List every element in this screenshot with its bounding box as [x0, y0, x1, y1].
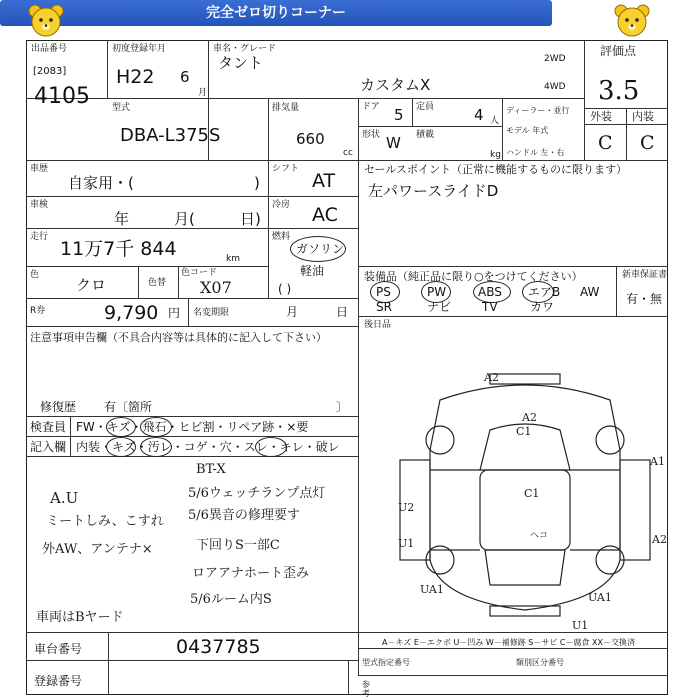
repair-close: 〕: [336, 400, 349, 414]
equip-tv: TV: [482, 300, 498, 314]
drive-4wd: 4WD: [544, 82, 566, 92]
interior-grade: C: [640, 132, 655, 154]
damage-mark: C1: [524, 487, 540, 500]
doors-value: 5: [394, 106, 404, 124]
registration-label: 登録番号: [34, 674, 83, 688]
lot-label: 出品番号: [31, 44, 68, 54]
damage-mark: ヘコ: [530, 531, 549, 541]
score-label: 評価点: [600, 44, 637, 58]
displacement-label: 排気量: [272, 103, 300, 113]
equip-sr: SR: [376, 300, 392, 314]
damage-mark: A1: [650, 455, 665, 468]
type-designation-label: 型式指定番号: [362, 658, 410, 667]
sales-label: セールスポイント（正常に機能するものに限ります）: [364, 163, 628, 176]
name-change-month: 月: [286, 305, 299, 319]
category-label: 類別区分番号: [516, 658, 564, 667]
dealer-label: ディーラー・並行: [506, 106, 570, 115]
damage-mark: UA1: [420, 583, 444, 596]
inspection-month: 月(: [174, 210, 195, 228]
scuff-circle: [255, 437, 287, 457]
damage-mark: A2: [652, 533, 667, 546]
history-value: 自家用・(: [68, 174, 134, 192]
reference-label: 参: [362, 680, 370, 689]
first-reg-label: 初度登録年月: [112, 44, 167, 54]
remark-left: A.U: [50, 489, 79, 507]
color-label: 色: [30, 270, 40, 280]
damage-mark: U1: [572, 619, 589, 632]
aircon-value: AC: [312, 204, 338, 226]
capacity-value: 4: [474, 106, 484, 124]
shape-label: 形状: [362, 130, 381, 140]
color-change-label: 色替: [148, 278, 167, 288]
mileage-value: 11万7千 844: [60, 238, 177, 260]
inspection-year: 年: [114, 210, 130, 228]
banner-title: 完全ゼロ切りコーナー: [0, 0, 552, 26]
damage-mark: C1: [516, 425, 532, 438]
remark-right: 5/6ルーム内S: [190, 592, 272, 607]
recycle-label: R券: [30, 306, 46, 316]
damage-mark: A2: [484, 371, 499, 384]
exterior-label: 外装: [590, 110, 612, 123]
color-code-value: X07: [200, 278, 232, 297]
lot-number: 4105: [34, 84, 90, 109]
lot-sub: [2083]: [33, 66, 67, 77]
fuel-diesel: 軽油: [300, 264, 325, 278]
damage-mark: A2: [522, 411, 537, 424]
fuel-gas: ガソリン: [296, 242, 345, 256]
doors-label: ドア: [362, 102, 380, 112]
first-reg-year: H22: [116, 66, 155, 88]
equip-label: 装備品（純正品に限り○をつけてください）: [364, 270, 583, 283]
color-code-label: 色コード: [181, 268, 218, 278]
equip-airbag: エアB: [528, 285, 561, 299]
aircon-label: 冷房: [272, 200, 291, 210]
entry-items: 内装・キズ・汚レ・コゲ・穴・スレ・キレ・破レ: [76, 440, 340, 454]
chassis-number: 0437785: [176, 636, 261, 658]
mileage-label: 走行: [30, 232, 49, 242]
equip-navi: ナビ: [427, 300, 452, 314]
inspection-day: 日): [240, 210, 261, 228]
recycle-unit: 円: [168, 306, 181, 320]
score-value: 3.5: [598, 76, 640, 106]
load-label: 積載: [416, 130, 435, 140]
inspection-label: 車検: [30, 200, 49, 210]
history-close: ): [254, 174, 260, 192]
shift-value: AT: [312, 170, 336, 192]
load-unit: kg: [490, 150, 501, 160]
month-unit: 月: [198, 88, 208, 98]
scratch2-circle: [106, 437, 136, 457]
mileage-unit: km: [226, 254, 240, 264]
car-name-label: 車名・グレード: [213, 44, 277, 54]
equip-abs: ABS: [478, 285, 502, 299]
reference-label: 考: [362, 689, 370, 698]
remark-left: 車両はBヤード: [36, 610, 124, 625]
capacity-label: 定員: [416, 102, 435, 112]
model-code: DBA-L375S: [120, 125, 221, 146]
shift-label: シフト: [272, 164, 300, 174]
remark-right: BT-X: [196, 462, 226, 477]
bear-mascot-icon: [26, 2, 66, 38]
warranty-label: 新車保証書: [622, 270, 668, 280]
after-label: 後日品: [364, 320, 392, 330]
fuel-paren: ( ): [278, 282, 292, 296]
damage-mark: UA1: [588, 591, 612, 604]
capacity-unit: 人: [490, 116, 500, 126]
shape-value: W: [386, 134, 401, 152]
history-label: 車歴: [30, 164, 49, 174]
name-change-label: 名変期限: [193, 308, 230, 318]
stain-circle: [140, 437, 172, 457]
name-change-day: 日: [336, 305, 349, 319]
chip-circle: [140, 417, 172, 437]
handle-label: ハンドル 左・右: [506, 148, 565, 157]
color-value: クロ: [76, 276, 107, 294]
remark-right: ロアアナホート歪み: [192, 566, 310, 581]
inspector-items: FW・キズ・飛石・ヒビ割・リペア跡・×要: [76, 420, 309, 434]
warranty-value: 有・無: [626, 292, 663, 306]
displacement-unit: cc: [343, 148, 353, 158]
chassis-label: 車台番号: [34, 642, 83, 656]
scratch-circle: [106, 417, 136, 437]
bear-mascot-icon: [612, 2, 652, 38]
damage-legend: A－キズ E－エクボ U－凹み W－補修跡 S－サビ C－腐食 XX－交換済: [382, 638, 636, 647]
entry-label: 記入欄: [30, 440, 67, 454]
equip-pw: PW: [427, 285, 447, 299]
grade: カスタムX: [360, 76, 431, 94]
repair-value: 有〔箇所: [104, 400, 153, 414]
model-label: 型式: [112, 103, 131, 113]
inspector-label: 検査員: [30, 420, 67, 434]
first-reg-month: 6: [180, 68, 190, 86]
model-year-label: モデル 年式: [506, 126, 549, 135]
equip-aw: AW: [580, 285, 600, 299]
repair-label: 修復歴: [40, 400, 77, 414]
damage-mark: U2: [398, 501, 415, 514]
remark-right: 5/6異音の修理要す: [188, 508, 300, 523]
remark-left: ミートしみ、こすれ: [46, 514, 164, 529]
recycle-value: 9,790: [104, 302, 159, 324]
drive-2wd: 2WD: [544, 54, 566, 64]
damage-mark: U1: [398, 537, 415, 550]
car-name: タント: [218, 54, 264, 72]
exterior-grade: C: [598, 132, 613, 154]
remark-right: 下回りS一部C: [196, 538, 280, 553]
equip-ps: PS: [376, 285, 391, 299]
fuel-gas-circle: [290, 236, 346, 262]
fuel-label: 燃料: [272, 232, 291, 242]
remark-right: 5/6ウェッチランプ点灯: [188, 486, 326, 501]
remark-left: 外AW、アンテナ×: [42, 542, 153, 557]
interior-label: 内装: [632, 110, 654, 123]
equip-leather: カワ: [530, 300, 555, 314]
displacement-value: 660: [296, 130, 325, 148]
sales-value: 左パワースライドD: [368, 182, 499, 200]
notes-label: 注意事項申告欄（不具合内容等は具体的に記入して下さい）: [30, 331, 327, 344]
